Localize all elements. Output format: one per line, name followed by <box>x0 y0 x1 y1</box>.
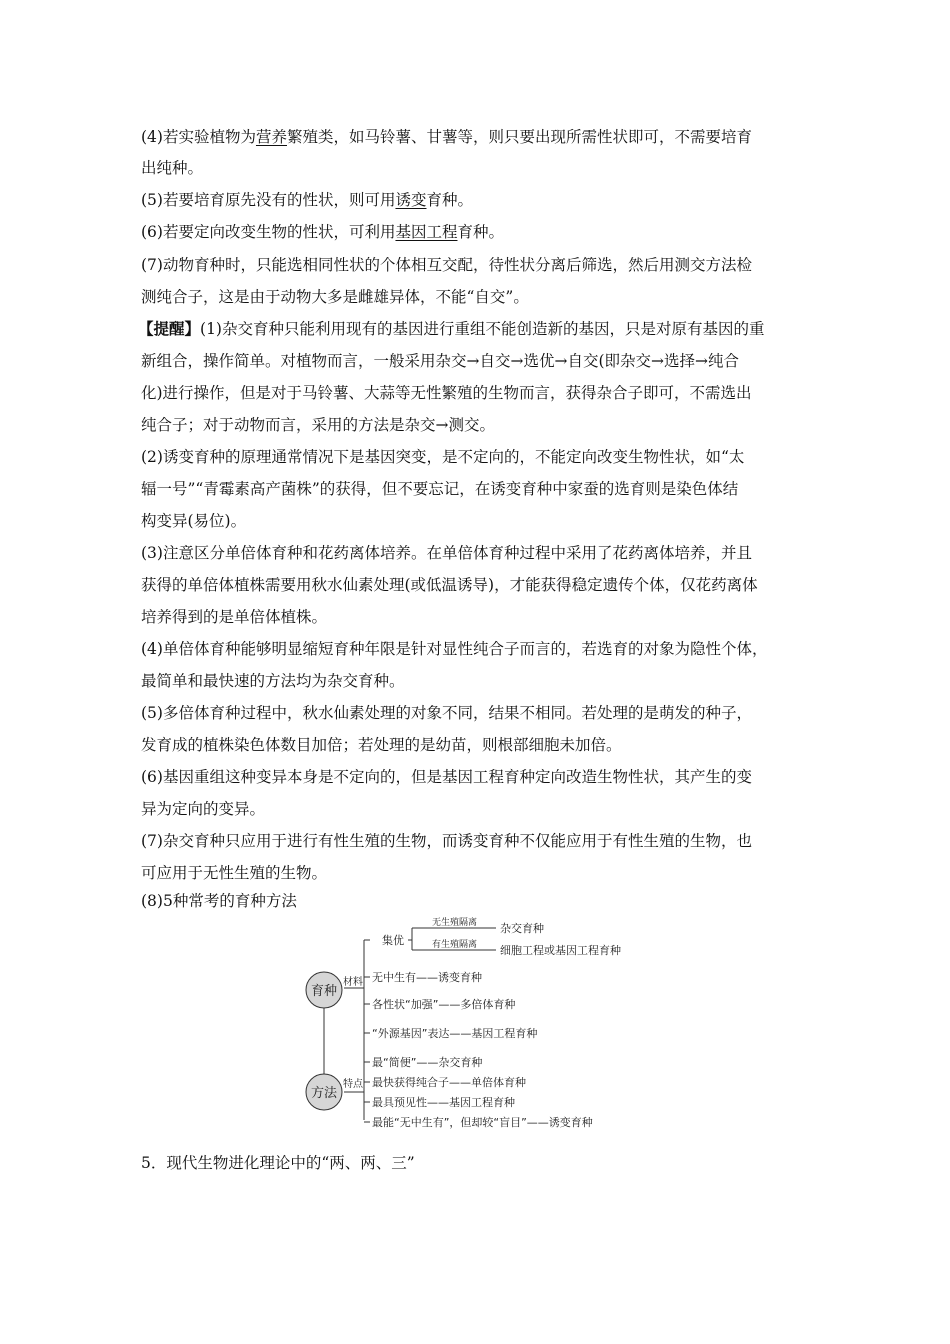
feature-item-1: 最“简便”——杂交育种 <box>372 1056 483 1069</box>
material-item-2: 无中生有——诱变育种 <box>372 971 482 984</box>
underlined-term: 诱变 <box>395 191 427 209</box>
paragraph-7-line-1: (7)动物育种时，只能选相同性状的个体相互交配，待性状分离后筛选，然后用测交方法检 <box>141 256 752 274</box>
underlined-term: 营养 <box>255 128 287 146</box>
tip-7-line-2: 可应用于无性生殖的生物。 <box>141 864 328 882</box>
tip-3-line-1: (3)注意区分单倍体育种和花药离体培养。在单倍体育种过程中采用了花药离体培养，并且 <box>141 544 752 562</box>
jiyou-label: 集优 <box>382 934 404 947</box>
tip-6-line-1: (6)基因重组这种变异本身是不定向的，但是基因工程育种定向改造生物性状，其产生的变 <box>141 768 752 786</box>
hybrid-breeding-label: 杂交育种 <box>500 922 544 935</box>
underlined-term: 基因工程 <box>395 223 458 241</box>
tip-3-line-2: 获得的单倍体植株需要用秋水仙素处理(或低温诱导)，才能获得稳定遗传个体，仅花药离体 <box>141 576 758 594</box>
breeding-node-label: 育种 <box>310 984 338 999</box>
tip-7-line-1: (7)杂交育种只应用于进行有性生殖的生物，而诱变育种不仅能应用于有性生殖的生物，也 <box>141 832 752 850</box>
tip-1-line-3: 化)进行操作，但是对于马铃薯、大蒜等无性繁殖的生物而言，获得杂合子即可，不需选出 <box>141 384 752 402</box>
tip-1-line-1: 【提醒】(1)杂交育种只能利用现有的基因进行重组不能创造新的基因，只是对原有基因的重 <box>138 319 765 338</box>
feature-item-2: 最快获得纯合子——单倍体育种 <box>372 1076 526 1089</box>
cell-gene-engineering-label: 细胞工程或基因工程育种 <box>500 944 621 957</box>
tip-4-line-1: (4)单倍体育种能够明显缩短育种年限是针对显性纯合子而言的，若选育的对象为隐性个体， <box>141 640 768 658</box>
tip-5-line-2: 发育成的植株染色体数目加倍；若处理的是幼苗，则根部细胞未加倍。 <box>141 736 622 754</box>
paragraph-4-line-1: (4)若实验植物为营养繁殖类，如马铃薯、甘薯等，则只要出现所需性状即可，不需要培育 <box>141 128 752 146</box>
material-item-4: “外源基因”表达——基因工程育种 <box>372 1027 538 1040</box>
paragraph-4-line-2: 出纯种。 <box>141 159 204 177</box>
paragraph-6: (6)若要定向改变生物的性状，可利用基因工程育种。 <box>141 223 504 241</box>
tip-1-line-2: 新组合，操作简单。对植物而言，一般采用杂交→自交→选优→自交(即杂交→选择→纯合 <box>141 352 739 370</box>
tip-2-line-2: 辐一号”“青霉素高产菌株”的获得，但不要忘记，在诱变育种中家蚕的选育则是染色体结 <box>141 480 739 498</box>
features-branch-label: 特点 <box>343 1079 363 1090</box>
feature-item-3: 最具预见性——基因工程育种 <box>372 1096 515 1109</box>
breeding-diagram-svg <box>290 910 660 1140</box>
material-item-3: 各性状“加强”——多倍体育种 <box>372 998 516 1011</box>
feature-item-4: 最能“无中生有”，但却较“盲目”——诱变育种 <box>372 1116 593 1129</box>
no-isolation-label: 无生殖隔离 <box>432 918 478 928</box>
section-5-heading: 5．现代生物进化理论中的“两、两、三” <box>141 1154 415 1172</box>
tip-label: 【提醒】 <box>138 319 201 338</box>
breeding-methods-diagram <box>290 910 660 1140</box>
paragraph-5: (5)若要培育原先没有的性状，则可用诱变育种。 <box>141 191 473 209</box>
has-isolation-label: 有生殖隔离 <box>432 940 478 950</box>
tip-8-heading: (8)5种常考的育种方法 <box>141 892 297 910</box>
tip-4-line-2: 最简单和最快速的方法均为杂交育种。 <box>141 672 405 690</box>
materials-branch-label: 材料 <box>343 977 363 988</box>
tip-3-line-3: 培养得到的是单倍体植株。 <box>141 608 328 626</box>
tip-5-line-1: (5)多倍体育种过程中，秋水仙素处理的对象不同，结果不相同。若处理的是萌发的种子， <box>141 704 752 722</box>
tip-1-line-4: 纯合子；对于动物而言，采用的方法是杂交→测交。 <box>141 416 495 434</box>
tip-2-line-3: 构变异(易位)。 <box>141 512 247 530</box>
method-node-label: 方法 <box>310 1086 338 1101</box>
tip-2-line-1: (2)诱变育种的原理通常情况下是基因突变，是不定向的，不能定向改变生物性状，如“太 <box>141 448 745 466</box>
tip-6-line-2: 异为定向的变异。 <box>141 800 266 818</box>
paragraph-7-line-2: 测纯合子，这是由于动物大多是雌雄异体，不能“自交”。 <box>141 288 529 306</box>
